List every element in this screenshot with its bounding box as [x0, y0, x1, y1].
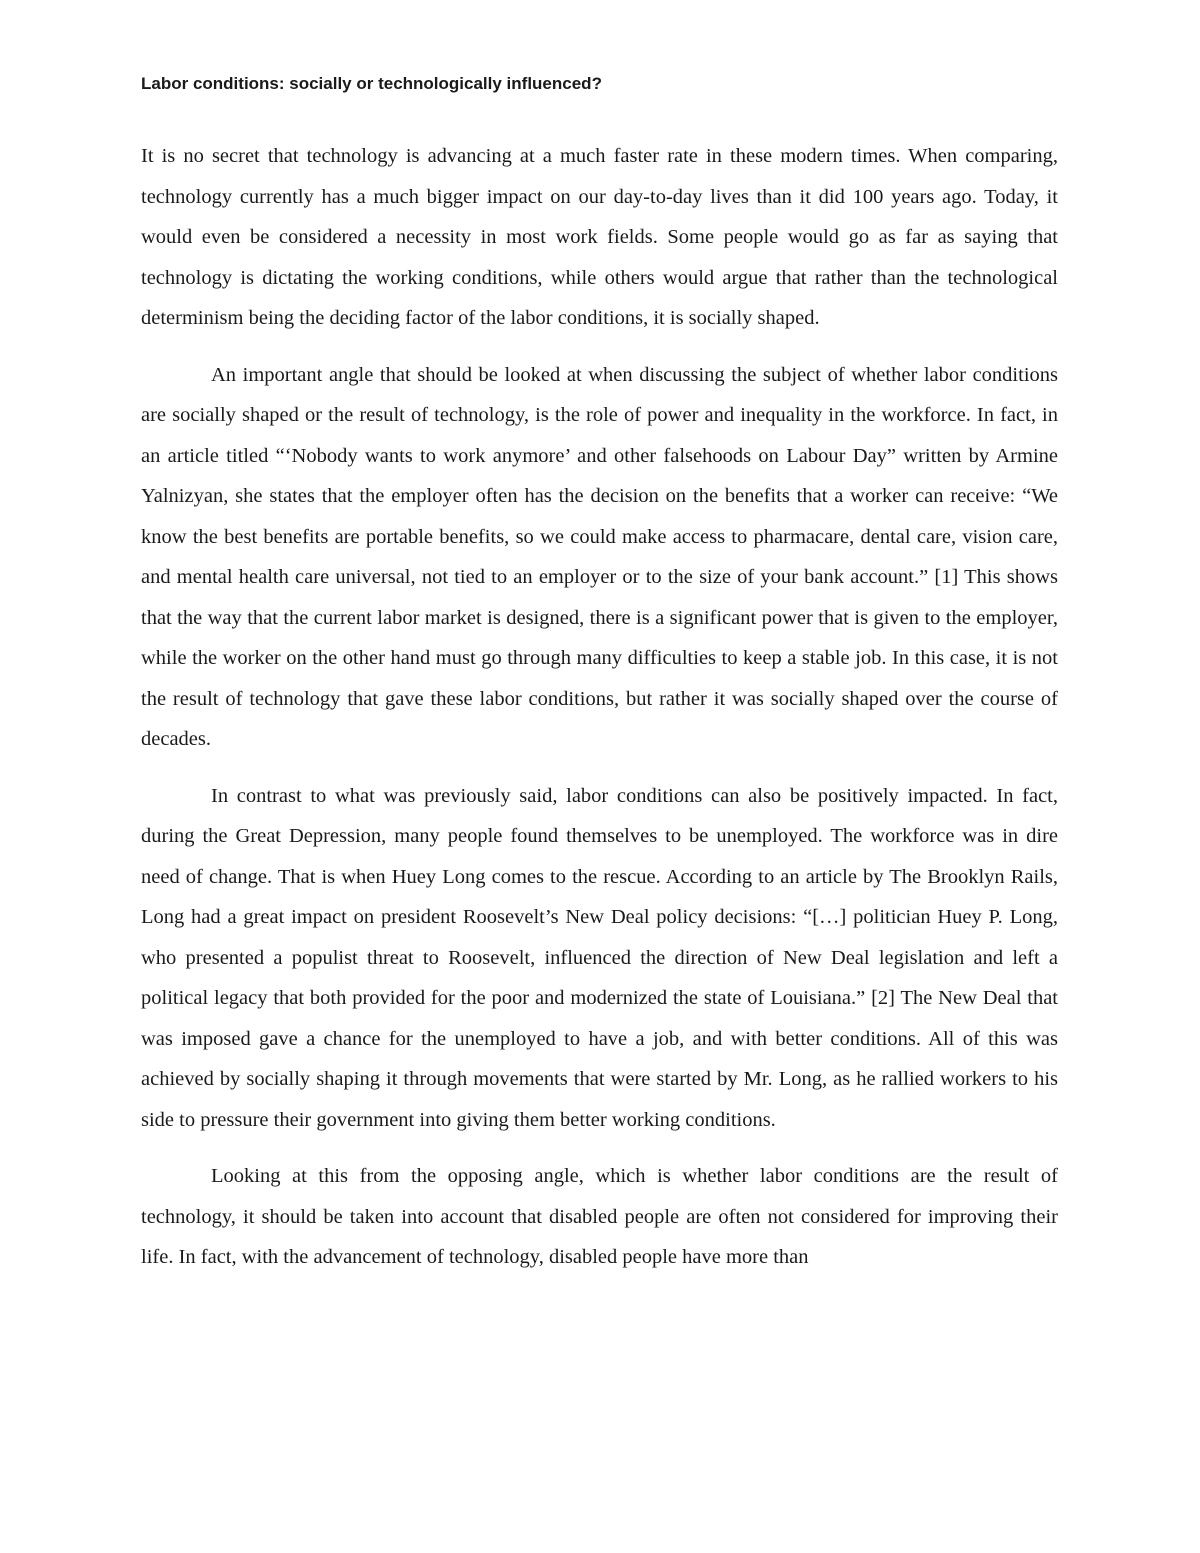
paragraph-opposing-angle: Looking at this from the opposing angle, which is whether labor conditions are the result of technology, it should be taken into account that disabled people are often not considered for improving their life. In fact, with the advancement of technology, disabled people have more than: [141, 1165, 1058, 1268]
paragraph-new-deal: In contrast to what was previously said, labor conditions can also be positively impacted. In fact, during the Great Depression, many people found themselves to be unemployed. The workforce was in dire need of change. That is when Huey Long comes to the rescue. According to an article by The Brooklyn Rails, Long had a great impact on president Roosevelt’s New Deal policy decisions: “[…] politician Huey P. Long, who presented a populist threat to Roosevelt, influenced the direction of New Deal legislation and left a political legacy that both provided for the poor and modernized the state of Louisiana.” [2] The New Deal that was imposed gave a chance for the unemployed to have a job, and with better conditions. All of this was achieved by socially shaping it through movements that were started by Mr. Long, as he rallied workers to his side to pressure their government into giving them better working conditions.: [141, 784, 1058, 1131]
paragraph-power-inequality: An important angle that should be looked at when discussing the subject of whether labor conditions are socially shaped or the result of technology, is the role of power and inequality in the workforce. In fact, in an article titled “‘Nobody wants to work anymore’ and other falsehoods on Labour Day” written by Armine Yalnizyan, she states that the employer often has the decision on the benefits that a worker can receive: “We know the best benefits are portable benefits, so we could make access to pharmacare, dental care, vision care, and mental health care universal, not tied to an employer or to the size of your bank account.” [1] This shows that the way that the current labor market is designed, there is a significant power that is given to the employer, while the worker on the other hand must go through many difficulties to keep a stable job. In this case, it is not the result of technology that gave these labor conditions, but rather it was socially shaped over the course of decades.: [141, 363, 1058, 750]
paragraph-intro: It is no secret that technology is advancing at a much faster rate in these modern times. When comparing, technology currently has a much bigger impact on our day-to-day lives than it did 100 years ago. Today, it would even be considered a necessity in most work fields. Some people would go as far as saying that technology is dictating the working conditions, while others would argue that rather than the technological determinism being the deciding factor of the labor conditions, it is socially shaped.: [141, 145, 1058, 329]
document-body: [141, 136, 1058, 1294]
document-title: Labor conditions: socially or technologically influenced?: [141, 74, 602, 93]
